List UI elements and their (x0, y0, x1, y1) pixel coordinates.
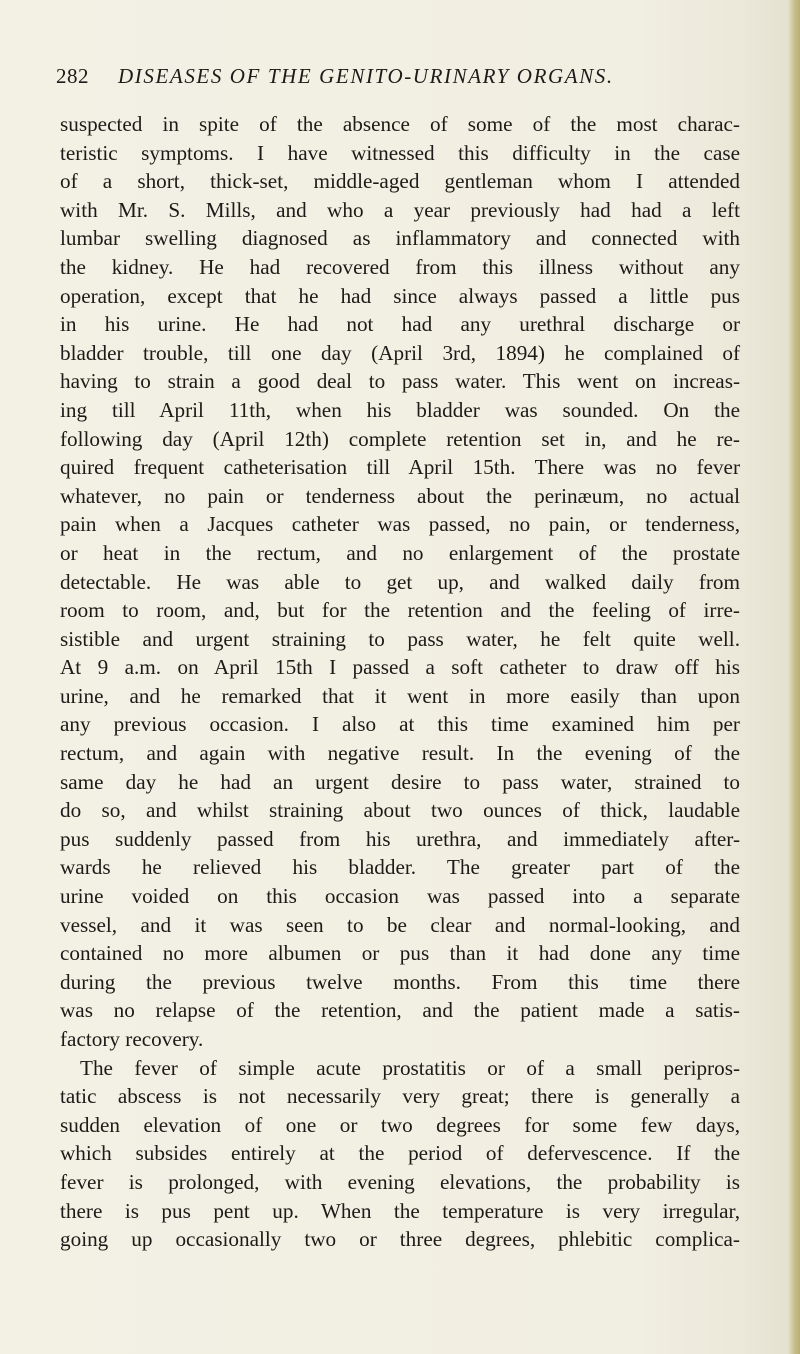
text-line: of a short, thick-set, middle-aged gentleman whom I attended (60, 169, 740, 194)
page-header (56, 64, 736, 94)
text-line: quired frequent catheterisation till April 15th. There was no fever (60, 455, 740, 480)
text-line: sudden elevation of one or two degrees for some few days, (60, 1112, 740, 1137)
text-line: same day he had an urgent desire to pass water, strained to (60, 769, 740, 794)
text-line: urine, and he remarked that it went in more easily than upon (60, 683, 740, 708)
text-line: rectum, and again with negative result. In the evening of the (60, 741, 740, 766)
text-line: room to room, and, but for the retention and the feeling of irre- (60, 598, 740, 623)
text-line: detectable. He was able to get up, and walked daily from (60, 569, 740, 594)
text-line: was no relapse of the retention, and the patient made a satis- (60, 998, 740, 1023)
text-line: in his urine. He had not had any urethral discharge or (60, 312, 740, 337)
text-line: suspected in spite of the absence of some of the most charac- (60, 112, 740, 136)
running-title: DISEASES OF THE GENITO-URINARY ORGANS. (118, 64, 614, 88)
text-line: or heat in the rectum, and no enlargement of the prostate (60, 540, 740, 565)
text-line: factory recovery. (60, 1027, 204, 1051)
text-line: the kidney. He had recovered from this illness without any (60, 254, 740, 279)
text-line: having to strain a good deal to pass water. This went on increas- (60, 369, 740, 394)
text-line: going up occasionally two or three degrees, phlebitic complica- (60, 1227, 740, 1252)
text-line: At 9 a.m. on April 15th I passed a soft catheter to draw off his (60, 655, 740, 680)
text-line: ing till April 11th, when his bladder was sounded. On the (60, 397, 740, 422)
text-line: whatever, no pain or tenderness about the perinæum, no actual (60, 483, 740, 508)
body-text (60, 110, 740, 1254)
text-line: following day (April 12th) complete retention set in, and he re- (60, 426, 740, 451)
text-line: urine voided on this occasion was passed into a separate (60, 884, 740, 909)
page-edge-shadow (788, 0, 800, 1354)
page-number: 282 (56, 64, 89, 88)
text-line: there is pus pent up. When the temperature is very irregular, (60, 1198, 740, 1223)
text-line: fever is prolonged, with evening elevations, the probability is (60, 1169, 740, 1194)
text-line: operation, except that he had since always passed a little pus (60, 283, 740, 308)
text-line: which subsides entirely at the period of defervescence. If the (60, 1141, 740, 1166)
text-line: bladder trouble, till one day (April 3rd, 1894) he complained of (60, 340, 740, 365)
text-line: sistible and urgent straining to pass water, he felt quite well. (60, 626, 740, 651)
text-line: vessel, and it was seen to be clear and normal-looking, and (60, 912, 740, 937)
text-line: pain when a Jacques catheter was passed, no pain, or tenderness, (60, 512, 740, 537)
text-line: any previous occasion. I also at this time examined him per (60, 712, 740, 737)
text-line: teristic symptoms. I have witnessed this difficulty in the case (60, 140, 740, 165)
text-line: during the previous twelve months. From this time there (60, 969, 740, 994)
text-line: The fever of simple acute prostatitis or of a small peripros- (80, 1055, 740, 1080)
text-line: contained no more albumen or pus than it had done any time (60, 941, 740, 966)
text-line: tatic abscess is not necessarily very great; there is generally a (60, 1084, 740, 1109)
text-line: wards he relieved his bladder. The greater part of the (60, 855, 740, 880)
text-line: do so, and whilst straining about two ounces of thick, laudable (60, 798, 740, 823)
text-line: lumbar swelling diagnosed as inflammatory and connected with (60, 226, 740, 251)
text-line: with Mr. S. Mills, and who a year previously had had a left (60, 197, 740, 222)
text-line: pus suddenly passed from his urethra, and immediately after- (60, 826, 740, 851)
